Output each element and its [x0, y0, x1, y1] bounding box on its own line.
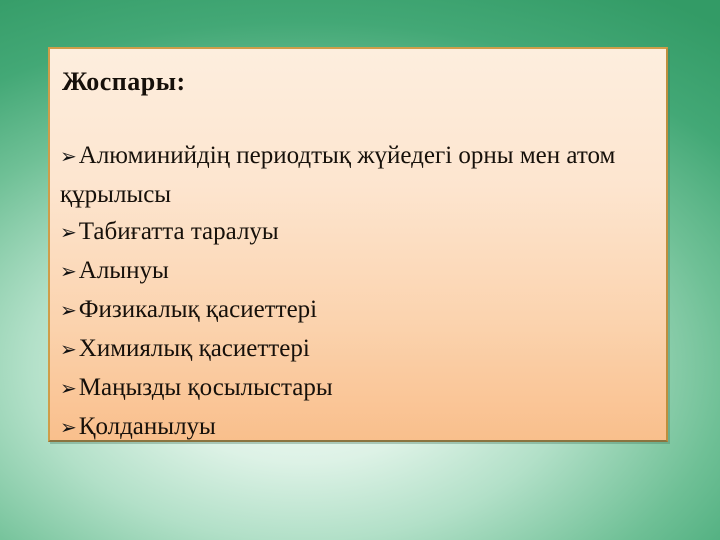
- plan-item: [60, 213, 652, 252]
- plan-item-text: Маңызды қосылыстары: [78, 374, 333, 401]
- arrow-bullet-icon: ➢: [60, 378, 77, 400]
- plan-item-text: Қолданылуы: [78, 413, 216, 440]
- plan-item: [60, 330, 652, 369]
- title-spacer: [60, 100, 652, 137]
- arrow-bullet-icon: ➢: [60, 261, 77, 283]
- arrow-bullet-icon: ➢: [60, 300, 77, 322]
- plan-item: [60, 291, 652, 330]
- plan-item-text: Табиғатта таралуы: [78, 218, 279, 245]
- plan-item: [60, 369, 652, 408]
- plan-list: [60, 137, 652, 447]
- arrow-bullet-icon: ➢: [60, 339, 77, 361]
- plan-panel: [48, 47, 668, 442]
- plan-title: Жоспары:: [62, 67, 186, 96]
- plan-item-text: Алынуы: [78, 257, 169, 284]
- plan-item-text: Алюминийдің периодтық жүйедегі орны мен атом құрылысы: [60, 142, 616, 208]
- arrow-bullet-icon: ➢: [60, 146, 77, 168]
- plan-item: [60, 252, 652, 291]
- arrow-bullet-icon: ➢: [60, 417, 77, 439]
- plan-item-text: Химиялық қасиеттері: [78, 335, 310, 362]
- plan-item-text: Физикалық қасиеттері: [78, 296, 318, 323]
- plan-item: [60, 137, 652, 213]
- arrow-bullet-icon: ➢: [60, 222, 77, 244]
- plan-item: [60, 408, 652, 447]
